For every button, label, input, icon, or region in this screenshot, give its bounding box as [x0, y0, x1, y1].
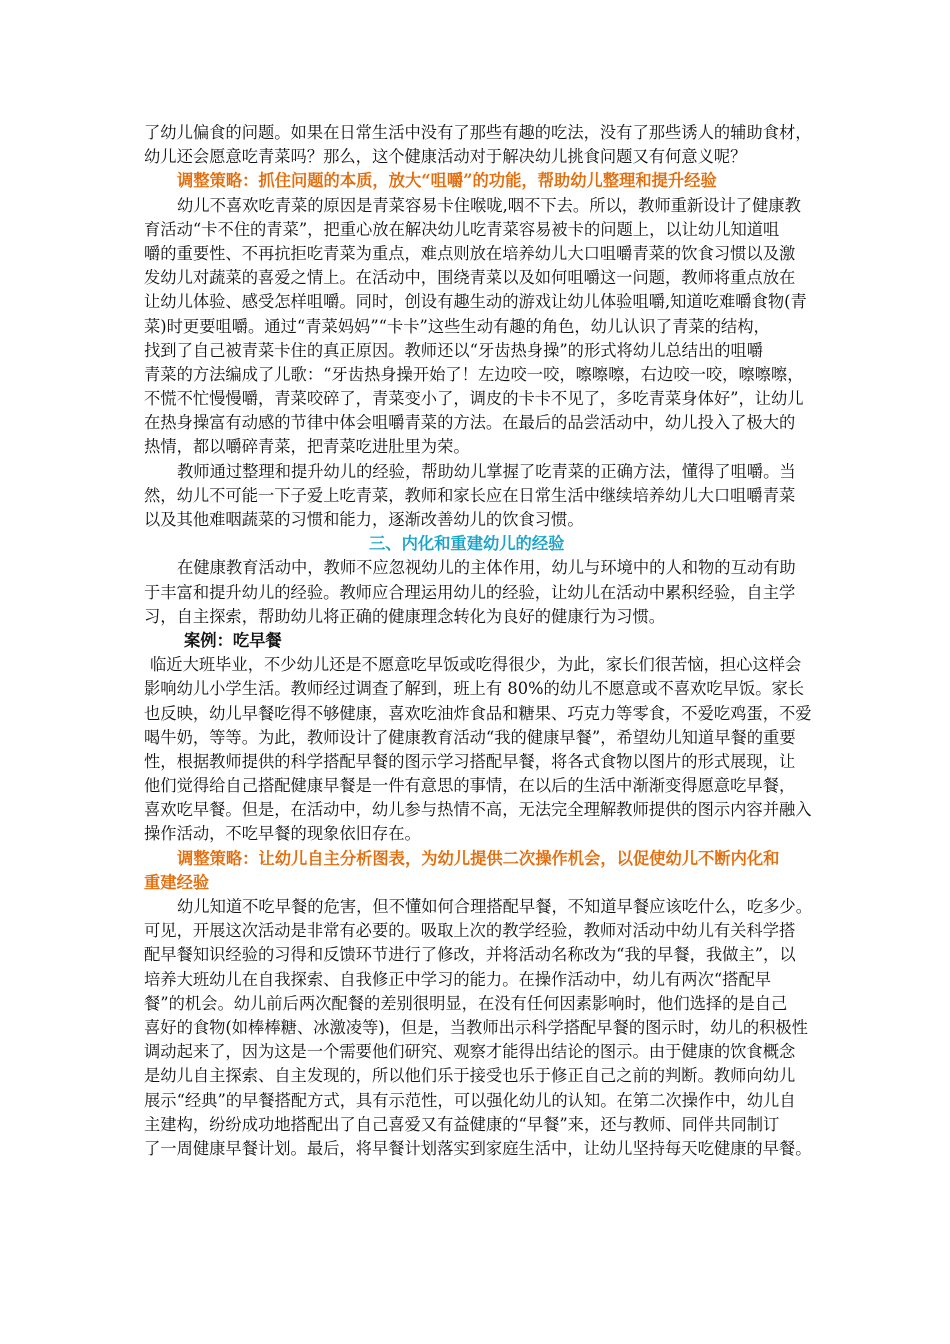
text-line: 调动起来了，因为这是一个需要他们研究、观察才能得出结论的图示。由于健康的饮食概念	[144, 1042, 796, 1062]
text-line: 教师通过整理和提升幼儿的经验，帮助幼儿掌握了吃青菜的正确方法，懂得了咀嚼。当	[177, 461, 796, 481]
text-line: 菜)时更要咀嚼。通过“青菜妈妈”“卡卡”这些生动有趣的角色，幼儿认识了青菜的结构，	[144, 316, 770, 336]
text-line: 也反映，幼儿早餐吃得不够健康，喜欢吃油炸食品和糖果、巧克力等零食，不爱吃鸡蛋，不爱	[144, 703, 812, 723]
case-heading	[144, 629, 816, 653]
text-line: 喝牛奶，等等。为此，教师设计了健康教育活动“我的健康早餐”，希望幼儿知道早餐的重要	[144, 727, 796, 747]
text-line: 在热身操富有动感的节律中体会咀嚼青菜的方法。在最后的品尝活动中，幼儿投入了极大的	[144, 413, 796, 433]
text-line: 餐”的机会。幼儿前后两次配餐的差别很明显，在没有任何因素影响时，他们选择的是自己	[144, 993, 788, 1013]
text-line: 嚼的重要性、不再抗拒吃青菜为重点，难点则放在培养幼儿大口咀嚼青菜的饮食习惯以及激	[144, 243, 796, 263]
text-line: 喜好的食物(如棒棒糖、冰激凌等)，但是，当教师出示科学搭配早餐的图示时，幼儿的积极性	[144, 1017, 808, 1037]
text-line: 然，幼儿不可能一下子爱上吃青菜，教师和家长应在日常生活中继续培养幼儿大口咀嚼青菜	[144, 485, 796, 505]
text-line: 是幼儿自主探索、自主发现的，所以他们乐于接受也乐于修正自己之前的判断。教师向幼儿	[144, 1066, 796, 1086]
paragraph-intro	[144, 121, 816, 169]
paragraph-section-3-intro	[144, 556, 816, 629]
text-line: 了一周健康早餐计划。最后，将早餐计划落实到家庭生活中，让幼儿坚持每天吃健康的早餐。	[144, 1138, 812, 1158]
text-line: 性，根据教师提供的科学搭配早餐的图示学习搭配早餐，将各式食物以图片的形式展现，让	[144, 751, 796, 771]
paragraph-vegetable-activity	[144, 194, 816, 460]
text-line: 操作活动，不吃早餐的现象依旧存在。	[144, 824, 421, 844]
strategy-heading-1	[144, 169, 816, 193]
strategy-line: 调整策略：让幼儿自主分析图表，为幼儿提供二次操作机会，以促使幼儿不断内化和	[177, 848, 780, 868]
strategy-line: 调整策略：抓住问题的本质，放大“咀嚼”的功能，帮助幼儿整理和提升经验	[177, 171, 717, 191]
text-line: 青菜的方法编成了儿歌：“牙齿热身操开始了！左边咬一咬，嚓嚓嚓，右边咬一咬，嚓嚓嚓，	[144, 364, 804, 384]
text-line: 在健康教育活动中，教师不应忽视幼儿的主体作用，幼儿与环境中的人和物的互动有助	[177, 558, 796, 578]
text-line: 幼儿不喜欢吃青菜的原因是青菜容易卡住喉咙,咽不下去。所以，教师重新设计了健康教	[177, 195, 801, 215]
text-line: 习，自主探索，帮助幼儿将正确的健康理念转化为良好的健康行为习惯。	[144, 606, 666, 626]
paragraph-breakfast-strategy	[144, 895, 816, 1161]
paragraph-summary	[144, 460, 816, 533]
text-line: 可见，开展这次活动是非常有必要的。吸取上次的教学经验，教师对活动中幼儿有关科学搭	[144, 921, 796, 941]
text-line: 发幼儿对蔬菜的喜爱之情上。在活动中，围绕青菜以及如何咀嚼这一问题，教师将重点放在	[144, 268, 796, 288]
text-line: 主建构，纷纷成功地搭配出了自己喜爱又有益健康的“早餐”来，还与教师、同伴共同制订	[144, 1114, 780, 1134]
text-line: 培养大班幼儿在自我探索、自我修正中学习的能力。在操作活动中，幼儿有两次“搭配早	[144, 969, 772, 989]
document-page	[144, 121, 816, 1161]
paragraph-breakfast-case	[144, 653, 816, 847]
text-line: 以及其他难咽蔬菜的习惯和能力，逐渐改善幼儿的饮食习惯。	[144, 510, 584, 529]
section-heading-3	[144, 532, 816, 556]
text-line: 不慌不忙慢慢嚼，青菜咬碎了，青菜变小了，调皮的卡卡不见了，多吃青菜身体好”，让幼儿	[144, 389, 804, 409]
case-heading-line: 案例：吃早餐	[184, 630, 282, 650]
text-line: 他们觉得给自己搭配健康早餐是一件有意思的事情，在以后的生活中渐渐变得愿意吃早餐，	[144, 776, 796, 796]
text-line: 热情，都以嚼碎青菜，把青菜吃进肚里为荣。	[144, 437, 470, 457]
text-line: 育活动“卡不住的青菜”，把重心放在解决幼儿吃青菜容易被卡的问题上，以让幼儿知道咀	[144, 219, 780, 239]
text-line: 配早餐知识经验的习得和反馈环节进行了修改，并将活动名称改为“我的早餐，我做主”，以	[144, 945, 796, 965]
text-line: 展示“经典”的早餐搭配方式，具有示范性，可以强化幼儿的认知。在第二次操作中，幼儿自	[144, 1090, 796, 1110]
text-line: 于丰富和提升幼儿的经验。教师应合理运用幼儿的经验，让幼儿在活动中累积经验，自主学	[144, 582, 796, 602]
strategy-heading-2	[144, 847, 816, 895]
text-line: 临近大班毕业，不少幼儿还是不愿意吃早饭或吃得很少，为此，家长们很苦恼，担心这样会	[150, 655, 802, 675]
text-line: 找到了自己被青菜卡住的真正原因。教师还以“牙齿热身操”的形式将幼儿总结出的咀嚼	[144, 340, 764, 360]
text-line: 了幼儿偏食的问题。如果在日常生活中没有了那些有趣的吃法，没有了那些诱人的辅助食材，	[144, 123, 812, 142]
section-heading-line: 三、内化和重建幼儿的经验	[369, 534, 565, 554]
text-line: 喜欢吃早餐。但是，在活动中，幼儿参与热情不高，无法完全理解教师提供的图示内容并融入	[144, 800, 812, 820]
text-line: 影响幼儿小学生活。教师经过调查了解到，班上有 80%的幼儿不愿意或不喜欢吃早饭。家长	[144, 679, 805, 699]
strategy-line: 重建经验	[144, 872, 210, 892]
text-line: 让幼儿体验、感受怎样咀嚼。同时，创设有趣生动的游戏让幼儿体验咀嚼,知道吃难嚼食物(青	[144, 292, 807, 312]
text-line: 幼儿知道不吃早餐的危害，但不懂如何合理搭配早餐，不知道早餐应该吃什么，吃多少。	[177, 897, 812, 916]
text-line: 幼儿还会愿意吃青菜吗？那么，这个健康活动对于解决幼儿挑食问题又有何意义呢？	[144, 147, 747, 167]
